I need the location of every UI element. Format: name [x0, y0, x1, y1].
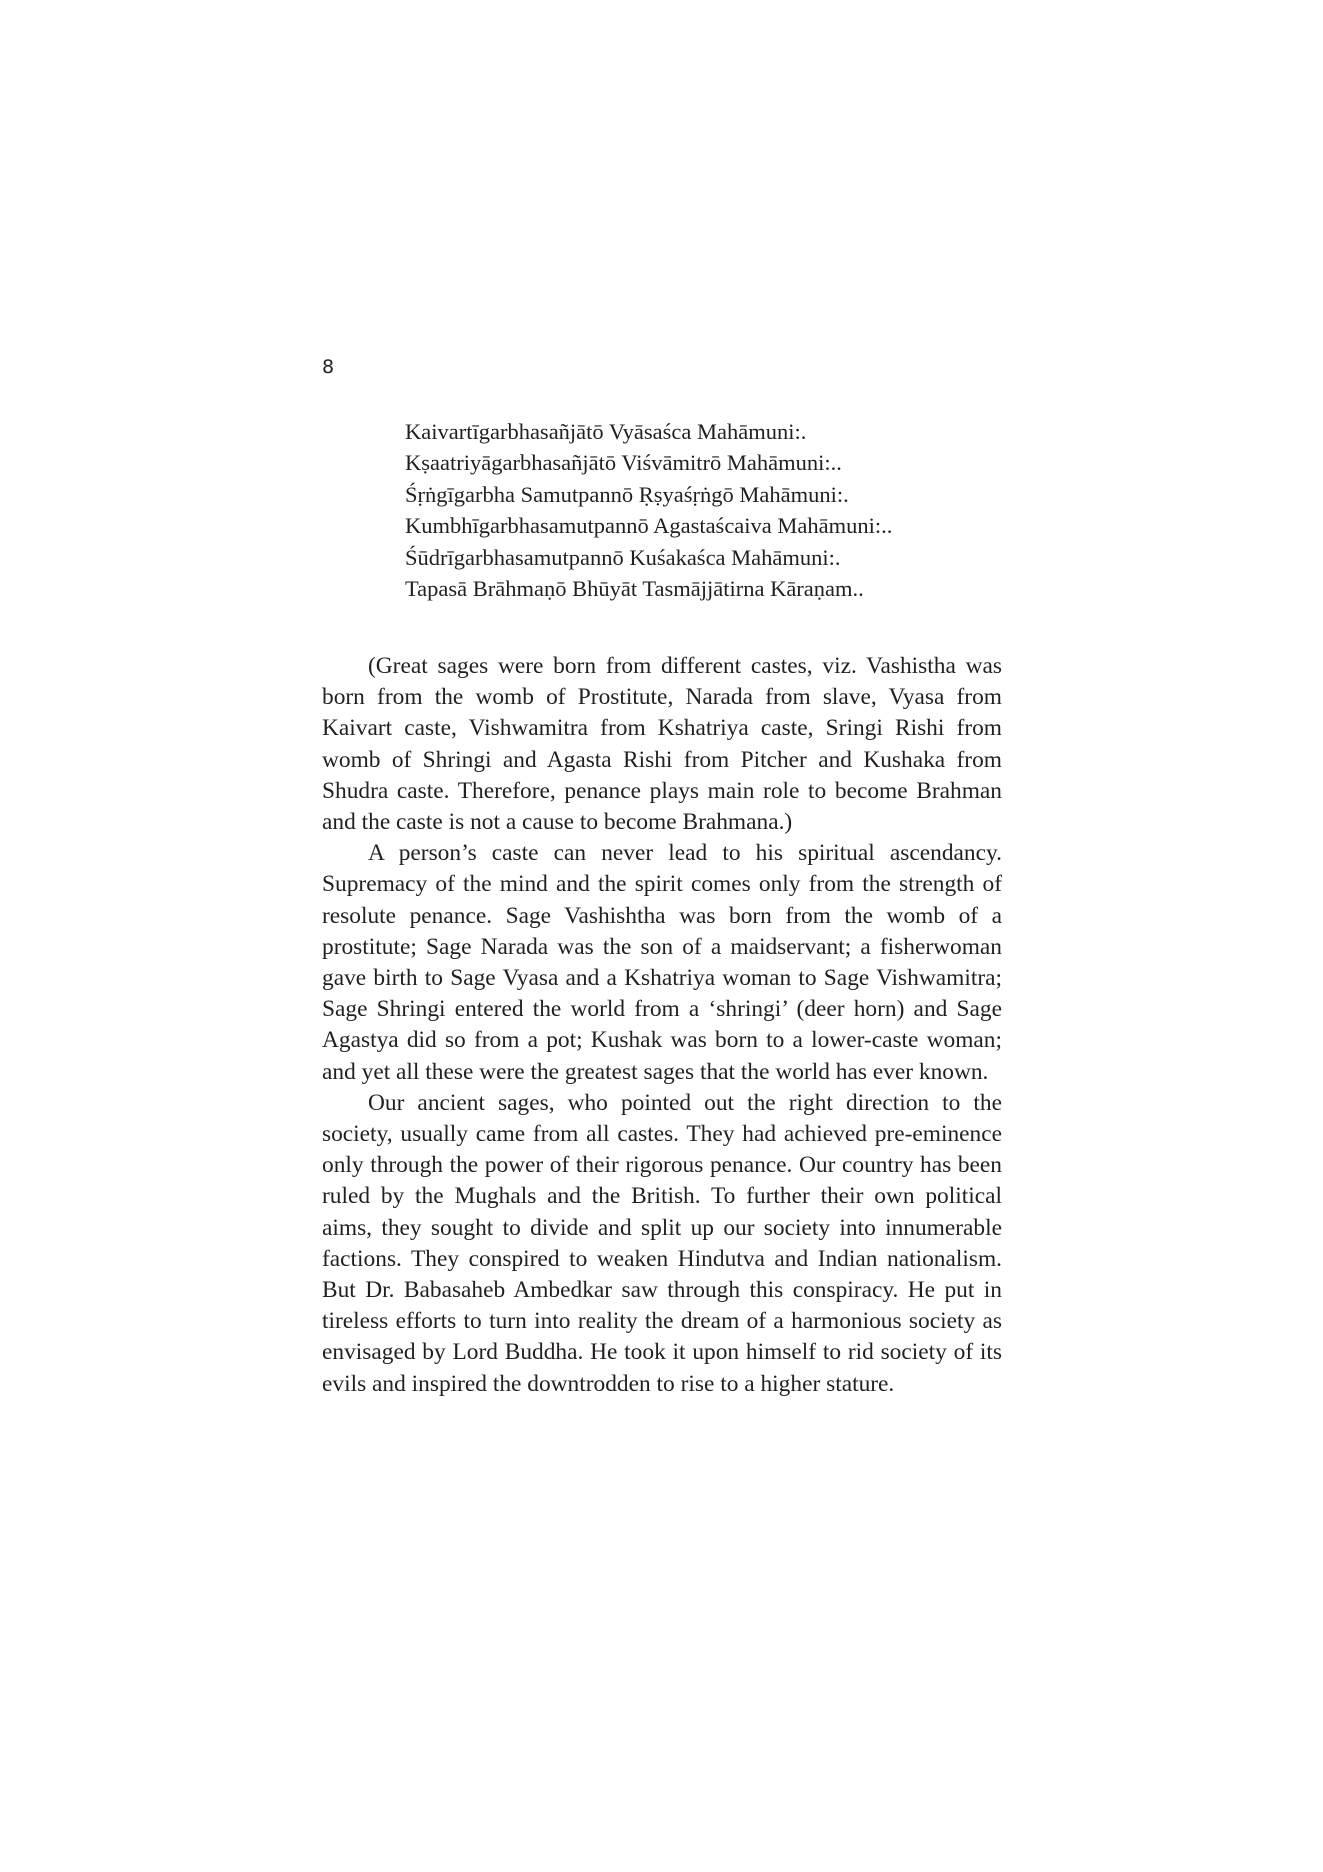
page-number: 8 [322, 356, 335, 378]
verse-line: Kṣaatriyāgarbhasañjātō Viśvāmitrō Mahāmuni:.. [405, 450, 842, 476]
verse-line: Kaivartīgarbhasañjātō Vyāsaśca Mahāmuni:. [405, 419, 807, 444]
verse-line: Tapasā Brāhmaṇō Bhūyāt Tasmājjātirna Kāraṇam.. [405, 575, 864, 601]
verse-line: Kumbhīgarbhasamutpannō Agastaścaiva Mahāmuni:.. [405, 513, 893, 539]
paragraph-ancient-sages: Our ancient sages, who pointed out the right direction to the society, usually came from all castes. They had achieved pre-eminence only through the power of their rigorous penance. Our country has been ruled by the Mughals and the British. To further their own political aims, they sought to divide and split up our society into innumerable factions. They conspired to weaken Hindutva and Indian nationalism. But Dr. Babasaheb Ambedkar saw through this conspiracy. He put in tireless efforts to turn into reality the dream of a harmonious society as envisaged by Lord Buddha. He took it upon himself to rid society of its evils and inspired the downtrodden to rise to a higher stature. [322, 1089, 1002, 1397]
verse-line: Śṛṅgīgarbha Samutpannō Ṛṣyaśṛṅgō Mahāmuni:. [405, 481, 849, 507]
sanskrit-verse [405, 416, 1045, 604]
body-text [322, 651, 1002, 1400]
paragraph-translation: (Great sages were born from different castes, viz. Vashistha was born from the womb of Prostitute, Narada from slave, Vyasa from Kaivart caste, Vishwamitra from Kshatriya caste, Sringi Rishi from womb of Shringi and Agasta Rishi from Pitcher and Kushaka from Shudra caste. Therefore, penance plays main role to become Brahman and the caste is not a cause to become Brahmana.) [322, 653, 1002, 836]
verse-line: Śūdrīgarbhasamutpannō Kuśakaśca Mahāmuni:. [405, 544, 841, 570]
paragraph-caste: A person’s caste can never lead to his spiritual ascendancy. Supremacy of the mind and the spirit comes only from the strength of resolute penance. Sage Vashishtha was born from the womb of a prostitute; Sage Narada was the son of a maidservant; a fisherwoman gave birth to Sage Vyasa and a Kshatriya woman to Sage Vishwamitra; Sage Shringi entered the world from a ‘shringi’ (deer horn) and Sage Agastya did so from a pot; Kushak was born to a lower-caste woman; and yet all these were the greatest sages that the world has ever known. [322, 840, 1002, 1085]
